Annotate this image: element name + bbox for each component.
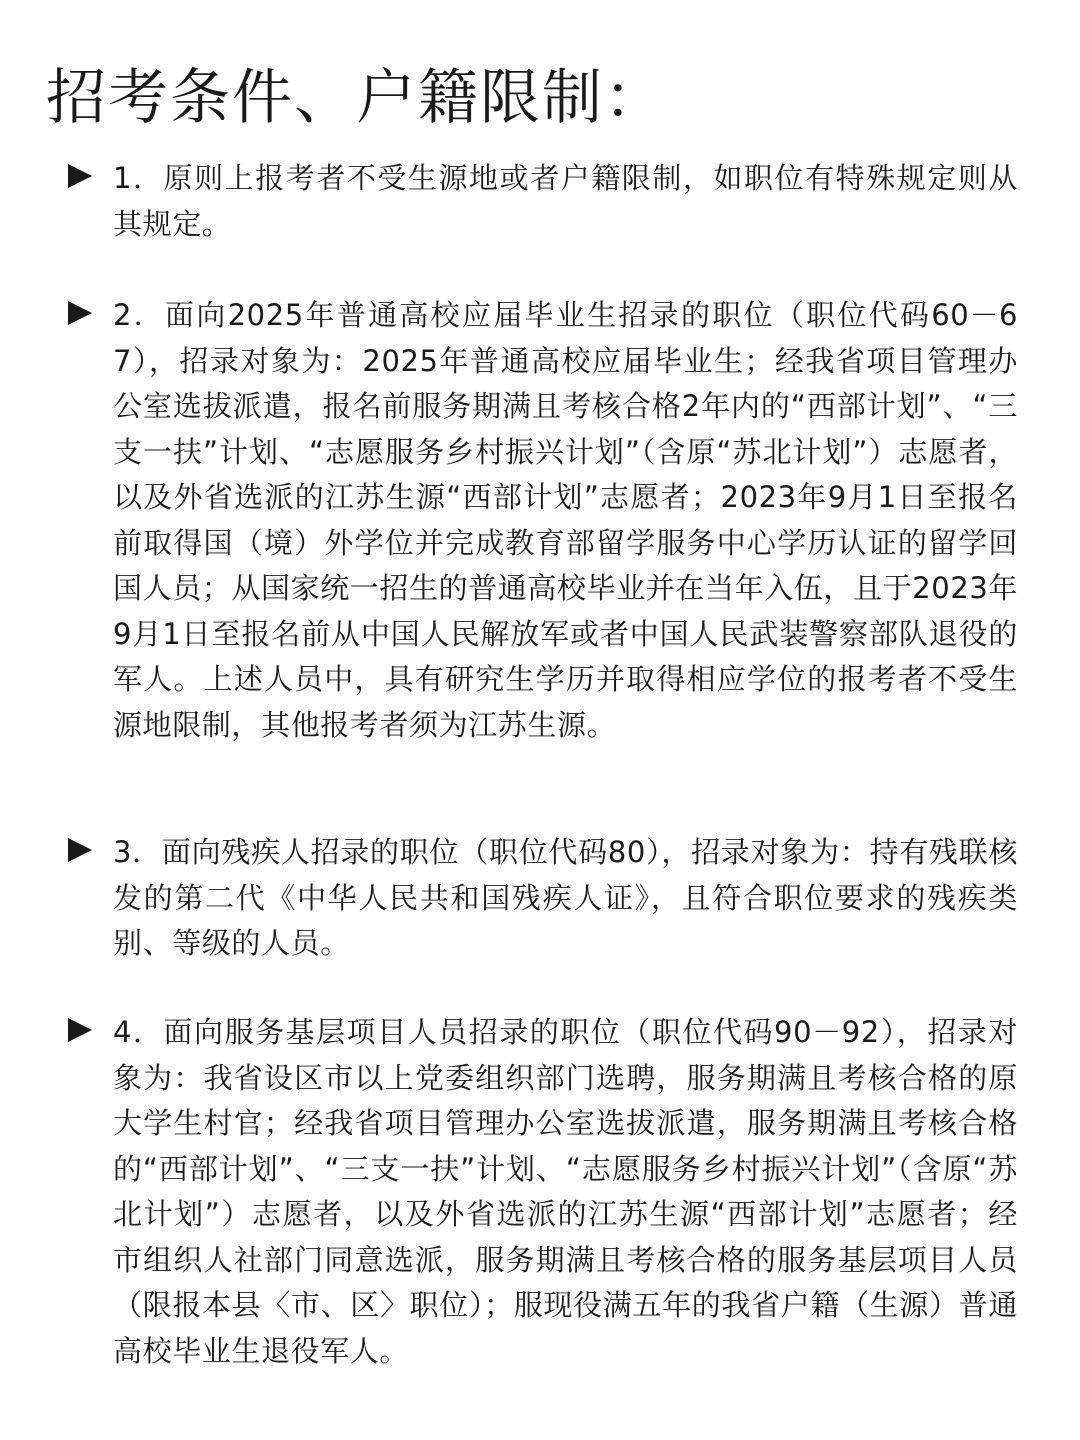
arrow-right-icon [68, 301, 92, 325]
condition-text: 4．面向服务基层项目人员招录的职位（职位代码90－92），招录对象为：我省设区市以上党委组织部门选聘，服务期满且考核合格的原大学生村官；经我省项目管理办公室选拔派遣，服务期满且考核合格的“西部计划”、“三支一扶”计划、“志愿服务乡村振兴计划”（含原“苏北计划”）志愿者，以及外省选派的江苏生源“西部计划”志愿者；经市组织人社部门同意选派，服务期满且考核合格的服务基层项目人员（限报本县〈市、区〉职位）；服现役满五年的我省户籍（生源）普通高校毕业生退役军人。 [113, 1015, 1018, 1368]
arrow-right-icon [68, 164, 92, 188]
condition-text: 1．原则上报考者不受生源地或者户籍限制，如职位有特殊规定则从其规定。 [113, 161, 1018, 241]
condition-text: 2．面向2025年普通高校应届毕业生招录的职位（职位代码60－67），招录对象为：2025年普通高校应届毕业生；经我省项目管理办公室选拔派遣，报名前服务期满且考核合格2年内的“西部计划”、“三支一扶”计划、“志愿服务乡村振兴计划”（含原“苏北计划”）志愿者，以及外省选派的江苏生源“西部计划”志愿者；2023年9月1日至报名前取得国（境）外学位并完成教育部留学服务中心学历认证的留学回国人员；从国家统一招生的普通高校毕业并在当年入伍，且于2023年9月1日至报名前从中国人民解放军或者中国人民武装警察部队退役的军人。上述人员中，具有研究生学历并取得相应学位的报考者不受生源地限制，其他报考者须为江苏生源。 [113, 298, 1019, 742]
arrow-right-icon [68, 838, 92, 862]
arrow-right-icon [68, 1018, 92, 1042]
page-title: 招考条件、户籍限制： [46, 63, 666, 133]
condition-text: 3．面向残疾人招录的职位（职位代码80），招录对象为：持有残联核发的第二代《中华人民共和国残疾人证》，且符合职位要求的残疾类别、等级的人员。 [113, 835, 1018, 960]
